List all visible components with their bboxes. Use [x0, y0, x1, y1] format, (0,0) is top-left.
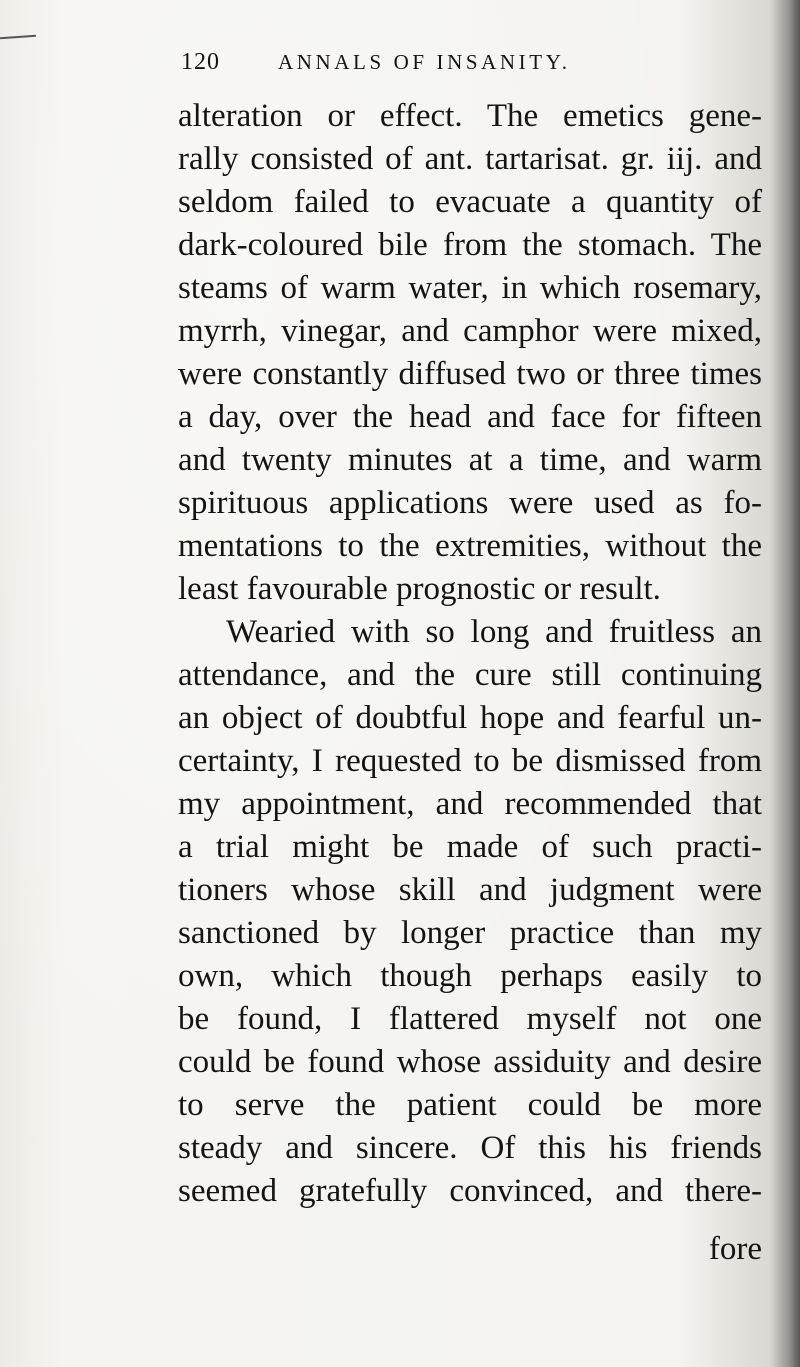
text-line: steady and sincere. Of this his friends — [178, 1130, 762, 1166]
page-corner-mark — [0, 35, 36, 40]
text-line: seldom failed to evacuate a quantity of — [178, 184, 762, 220]
text-line: seemed gratefully convinced, and there- — [178, 1173, 762, 1209]
text-line: sanctioned by longer practice than my — [178, 915, 762, 951]
running-title: ANNALS OF INSANITY. — [278, 49, 571, 74]
text-line: were constantly diffused two or three times — [178, 356, 762, 392]
body-text — [178, 95, 762, 1213]
text-line-paragraph-start: Wearied with so long and fruitless an — [226, 614, 762, 650]
running-header — [181, 46, 651, 78]
text-line: certainty, I requested to be dismissed from — [178, 743, 762, 779]
text-line: rally consisted of ant. tartarisat. gr. iij. and — [178, 141, 762, 177]
text-line: attendance, and the cure still continuing — [178, 657, 762, 693]
page-number: 120 — [181, 48, 220, 75]
text-line: a trial might be made of such practi- — [178, 829, 762, 865]
text-line: my appointment, and recommended that — [178, 786, 762, 822]
text-line: be found, I flattered myself not one — [178, 1001, 762, 1037]
text-line: spirituous applications were used as fo- — [178, 485, 762, 521]
text-line: mentations to the extremities, without the — [178, 528, 762, 564]
text-line: myrrh, vinegar, and camphor were mixed, — [178, 313, 762, 349]
text-line: alteration or effect. The emetics gene- — [178, 98, 762, 134]
text-line-paragraph-end: least favourable prognostic or result. — [178, 571, 661, 607]
text-line: and twenty minutes at a time, and warm — [178, 442, 762, 478]
catchword: fore — [708, 1231, 762, 1267]
text-line: a day, over the head and face for fifteen — [178, 399, 762, 435]
text-line: could be found whose assiduity and desire — [178, 1044, 762, 1080]
text-line: dark-coloured bile from the stomach. The — [178, 227, 762, 263]
text-line: to serve the patient could be more — [178, 1087, 762, 1123]
text-line: steams of warm water, in which rosemary, — [178, 270, 762, 306]
text-line: an object of doubtful hope and fearful un- — [178, 700, 762, 736]
text-line: tioners whose skill and judgment were — [178, 872, 762, 908]
page-edge-shadow — [772, 0, 800, 1367]
text-line: own, which though perhaps easily to — [178, 958, 762, 994]
